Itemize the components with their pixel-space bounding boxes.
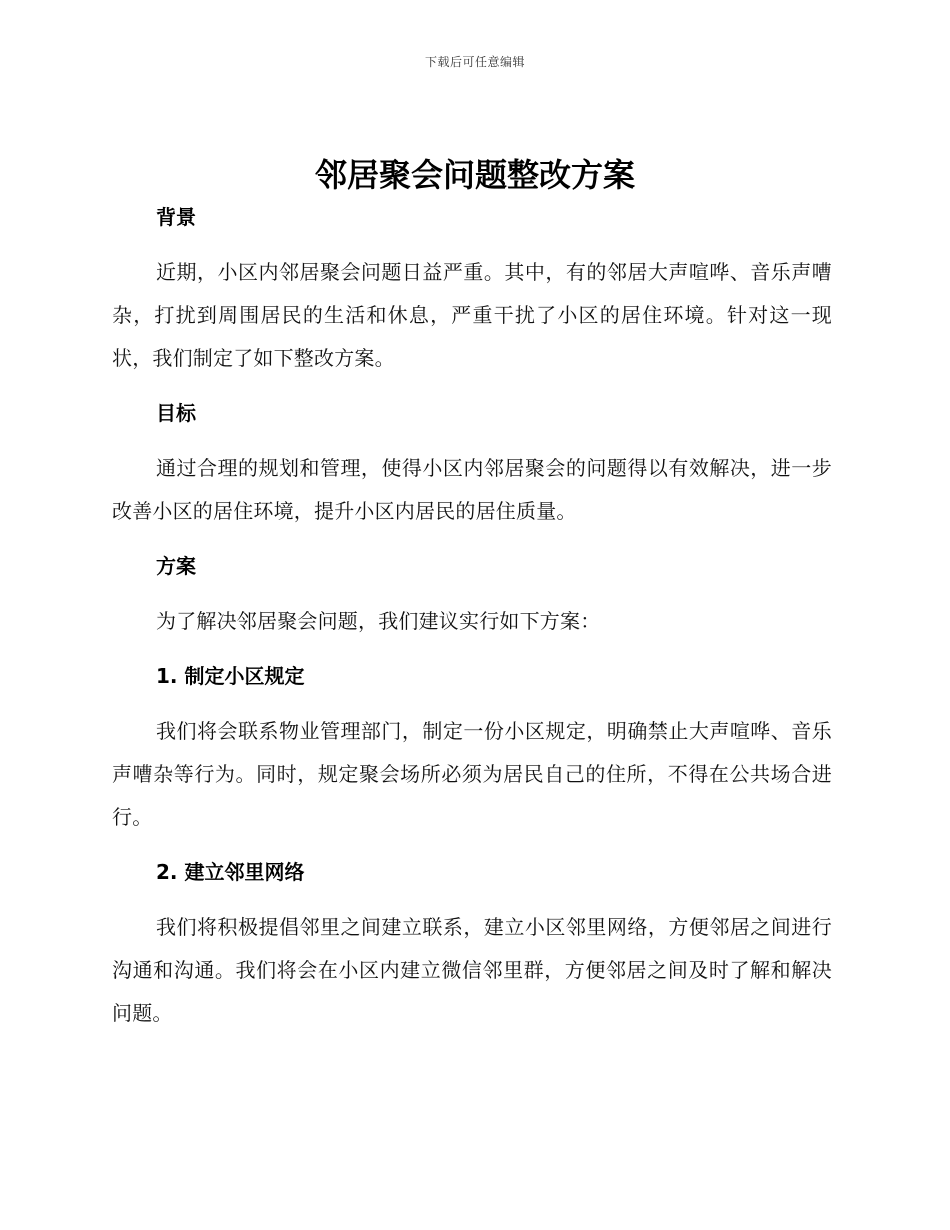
- section-heading-rules: 1. 制定小区规定: [156, 664, 305, 688]
- section-heading-background: 背景: [156, 205, 196, 229]
- section-heading-goal: 目标: [156, 401, 196, 425]
- section-paragraph-rules: 我们将会联系物业管理部门，制定一份小区规定，明确禁止大声喧哗、音乐声嘈杂等行为。同时，规定聚会场所必须为居民自己的住所，不得在公共场合进行。: [112, 719, 832, 829]
- document-title: 邻居聚会问题整改方案: [314, 156, 635, 194]
- section-paragraph-goal: 通过合理的规划和管理，使得小区内邻居聚会的问题得以有效解决，进一步改善小区的居住环境，提升小区内居民的居住质量。: [112, 456, 832, 523]
- document-body: [112, 196, 832, 1035]
- section-paragraph-network: 我们将积极提倡邻里之间建立联系，建立小区邻里网络，方便邻居之间进行沟通和沟通。我们将会在小区内建立微信邻里群，方便邻居之间及时了解和解决问题。: [112, 915, 832, 1025]
- section-heading-network: 2. 建立邻里网络: [156, 860, 305, 884]
- section-paragraph-background: 近期，小区内邻居聚会问题日益严重。其中，有的邻居大声喧哗、音乐声嘈杂，打扰到周围居民的生活和休息，严重干扰了小区的居住环境。针对这一现状，我们制定了如下整改方案。: [112, 260, 832, 370]
- section-heading-plan: 方案: [156, 554, 196, 578]
- header-note: 下载后可任意编辑: [424, 55, 525, 69]
- section-paragraph-plan: 为了解决邻居聚会问题，我们建议实行如下方案：: [156, 609, 601, 633]
